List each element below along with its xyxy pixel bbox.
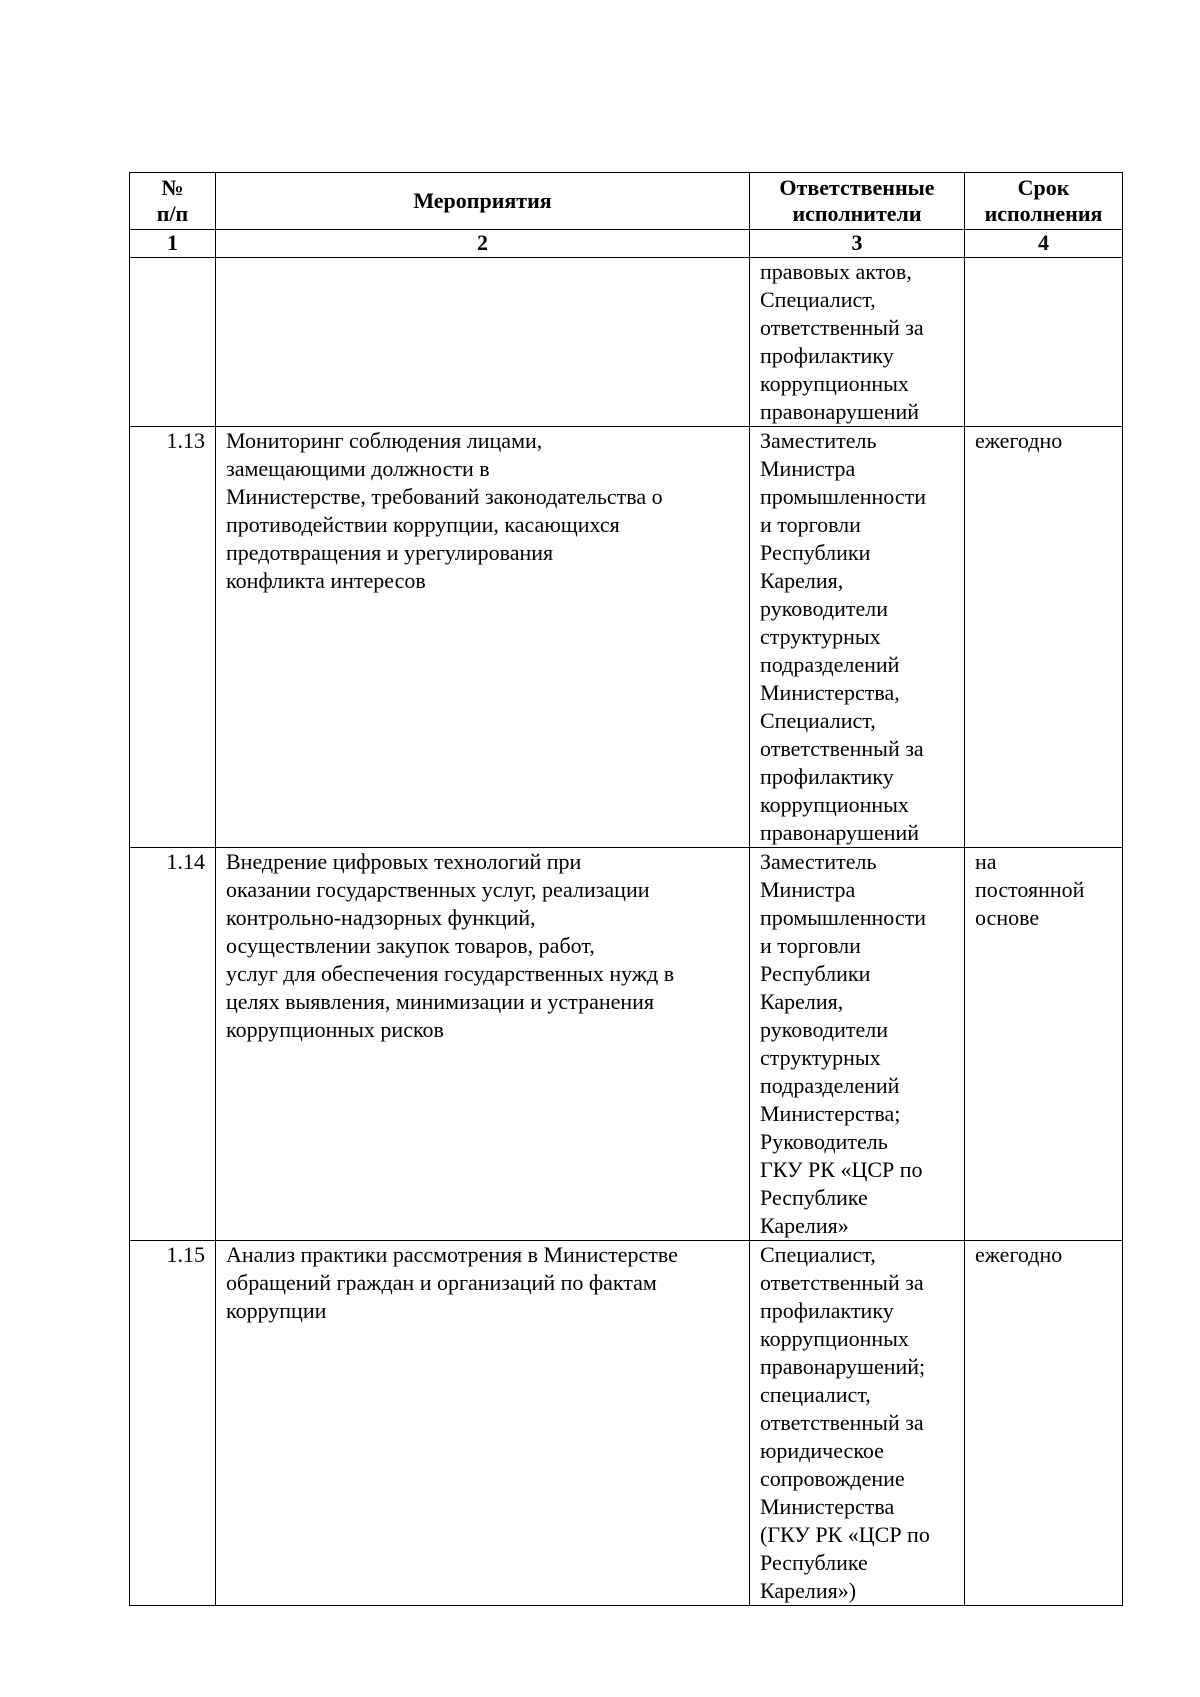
row-activity: Мониторинг соблюдения лицами, замещающими должности в Министерстве, требований законодательства о противодействии коррупции, касающихся предотвращения и урегулирования конфликта интересов bbox=[216, 427, 750, 848]
row-activity: Внедрение цифровых технологий при оказании государственных услуг, реализации контрольно-надзорных функций, осуществлении закупок товаров, работ, услуг для обеспечения государственных нужд в целях выявления, минимизации и устранения коррупционных рисков bbox=[216, 848, 750, 1241]
row-number: 1.14 bbox=[130, 848, 216, 1241]
row-deadline: ежегодно bbox=[965, 427, 1123, 848]
row-number: 1.15 bbox=[130, 1241, 216, 1606]
column-number: 4 bbox=[965, 230, 1123, 258]
header-deadline: Срок исполнения bbox=[965, 173, 1123, 230]
row-activity: Анализ практики рассмотрения в Министерстве обращений граждан и организаций по фактам коррупции bbox=[216, 1241, 750, 1606]
table-row bbox=[130, 1241, 1123, 1606]
column-number: 2 bbox=[216, 230, 750, 258]
row-responsible: Заместитель Министра промышленности и торговли Республики Карелия, руководители структурных подразделений Министерства; Руководитель ГКУ РК «ЦСР по Республике Карелия» bbox=[750, 848, 965, 1241]
row-deadline bbox=[965, 258, 1123, 427]
table-row bbox=[130, 427, 1123, 848]
header-activity: Мероприятия bbox=[216, 173, 750, 230]
row-responsible: Заместитель Министра промышленности и торговли Республики Карелия, руководители структурных подразделений Министерства, Специалист, ответственный за профилактику коррупционных правонарушений bbox=[750, 427, 965, 848]
row-deadline: на постоянной основе bbox=[965, 848, 1123, 1241]
table-row bbox=[130, 258, 1123, 427]
column-number: 1 bbox=[130, 230, 216, 258]
header-num: № п/п bbox=[130, 173, 216, 230]
table-header-row bbox=[130, 173, 1123, 230]
row-deadline: ежегодно bbox=[965, 1241, 1123, 1606]
row-responsible: правовых актов, Специалист, ответственный за профилактику коррупционных правонарушений bbox=[750, 258, 965, 427]
header-responsible: Ответственные исполнители bbox=[750, 173, 965, 230]
table-row bbox=[130, 848, 1123, 1241]
row-number bbox=[130, 258, 216, 427]
row-activity bbox=[216, 258, 750, 427]
column-number-row bbox=[130, 230, 1123, 258]
row-number: 1.13 bbox=[130, 427, 216, 848]
measures-table bbox=[129, 172, 1123, 1606]
row-responsible: Специалист, ответственный за профилактику коррупционных правонарушений; специалист, ответственный за юридическое сопровождение Министерства (ГКУ РК «ЦСР по Республике Карелия») bbox=[750, 1241, 965, 1606]
column-number: 3 bbox=[750, 230, 965, 258]
